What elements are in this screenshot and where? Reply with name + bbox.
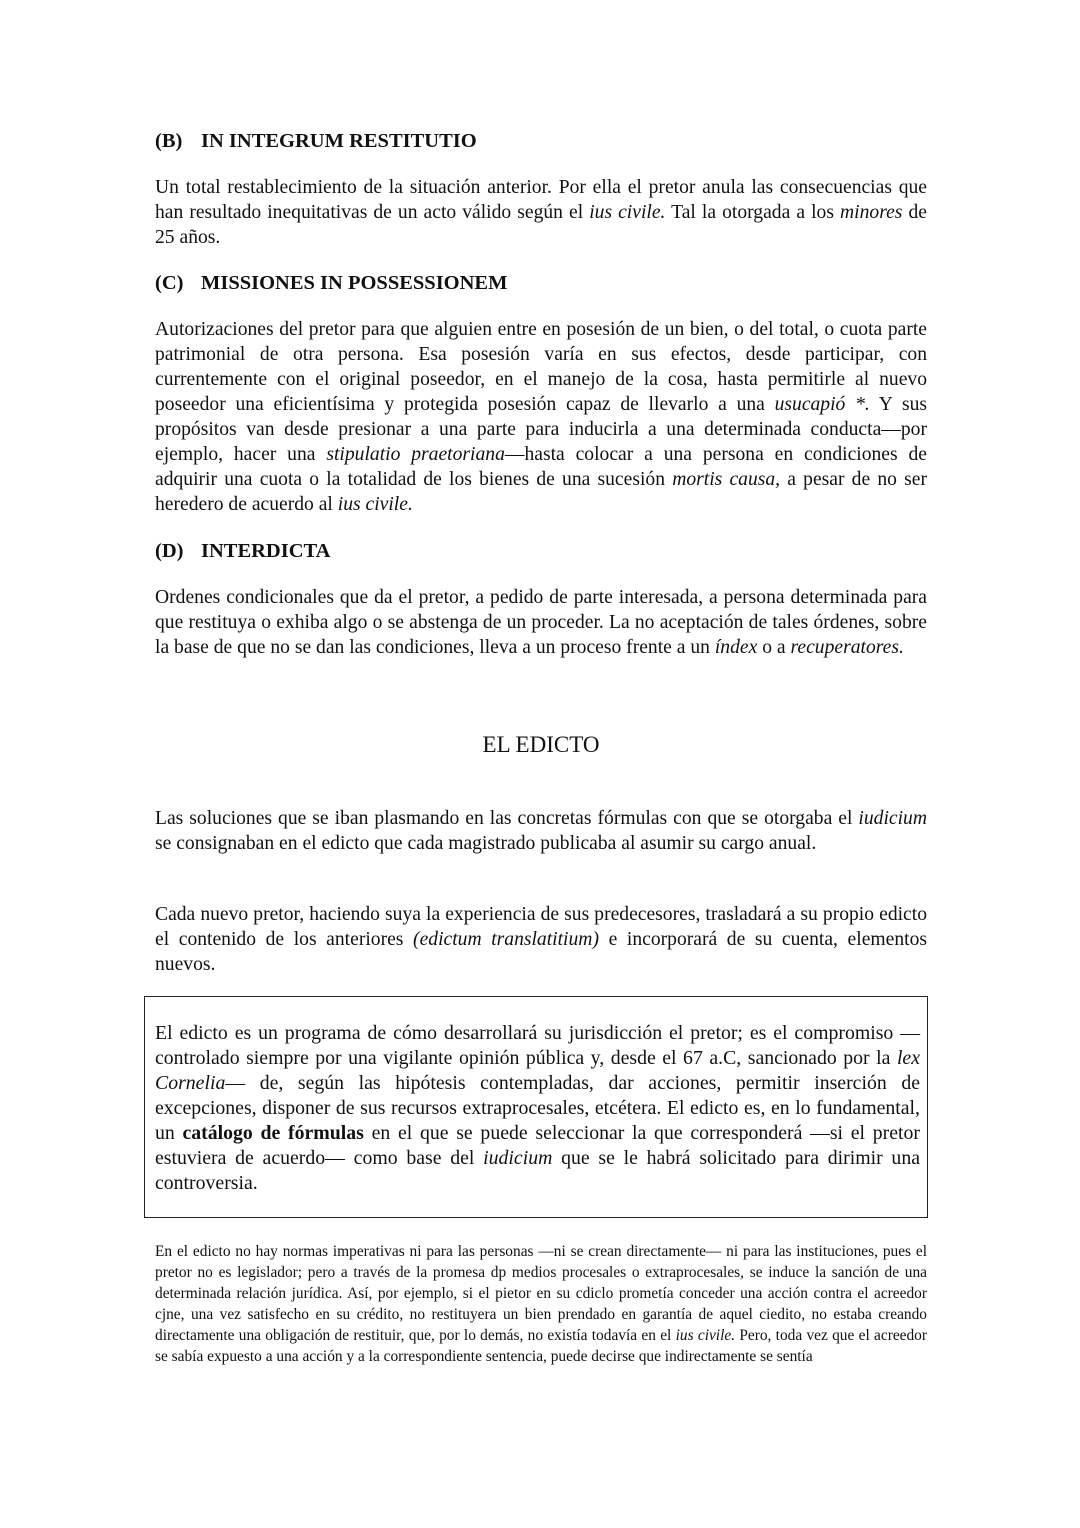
text-run: Autorizaciones del pretor para que alguien entre en posesión de un bien, o del total, o cuota parte patrimonial de otra persona. Esa posesión varía en sus efectos, desde participar, con currentemente con el original poseedor, en el manejo de la cosa, hasta permitirle al nuevo poseedor una eficientísima y protegida posesión capaz de llevarlo a una [155, 319, 927, 415]
italic-run: usucapió *. [774, 394, 870, 415]
italic-run: recuperatores. [790, 637, 904, 658]
text-run: Un total restablecimiento de la situación anterior. Por ella el pretor anula las consecuencias que han resultado inequitativas de un acto válido según el [155, 177, 927, 223]
italic-run: ius civile. [675, 1327, 736, 1344]
text-run: Las soluciones que se iban plasmando en las concretas fórmulas con que se otorgaba el [155, 808, 859, 829]
text-run: en el que se puede seleccionar la que corresponderá —si el pretor estuviera de acuerdo— como base del [155, 1122, 920, 1169]
section-d-heading [155, 539, 330, 563]
footnote [155, 1241, 927, 1367]
italic-run: (edictum translatitium) [413, 929, 599, 950]
italic-run: índex [714, 637, 758, 658]
text-run: Tal la otorgada a los [665, 202, 841, 223]
section-b-paragraph [155, 175, 927, 250]
italic-run: stipulatio praetoriana [326, 444, 505, 465]
section-c-paragraph [155, 317, 927, 517]
text-run: — de, según las hipótesis contempladas, dar acciones, permitir inserción de excepciones, disponer de sus recursos extraprocesales, etcétera. El edicto es, en lo fundamental, un [155, 1072, 920, 1144]
section-letter: (D) [155, 540, 184, 562]
text-run: Y sus propósitos van desde presionar a una parte para inducirla a una determinada conducta—por ejemplo, hacer una [155, 394, 927, 465]
text-run: o a [757, 637, 791, 658]
bold-run: catálogo de fórmulas [182, 1122, 364, 1144]
section-title: IN INTEGRUM RESTITUTIO [201, 130, 477, 152]
section-letter: (B) [155, 130, 183, 152]
italic-run: ius civile. [589, 202, 666, 223]
italic-run: minores [840, 202, 903, 223]
section-title: MISSIONES IN POSSESSIONEM [201, 272, 508, 294]
section-letter: (C) [155, 272, 184, 294]
text-run: e incorporará de su cuenta, elementos nuevos. [155, 929, 927, 975]
italic-run: mortis causa, [672, 469, 781, 490]
text-run: Pero, toda vez que el acreedor se sabía expuesto a una acción y a la correspondiente sentencia, puede decirse que indirectamente se sentía [155, 1327, 927, 1365]
italic-run: iudicium [483, 1147, 553, 1169]
edicto-paragraph-2 [155, 902, 927, 977]
text-run: que se le habrá solicitado para dirimir una controversia. [155, 1147, 920, 1194]
text-run: Ordenes condicionales que da el pretor, a pedido de parte interesada, a persona determinada para que restituya o exhiba algo o se abstenga de un proceder. La no aceptación de tales órdenes, sobre la base de que no se dan las condiciones, lleva a un proceso frente a un [155, 587, 927, 658]
edicto-paragraph-1 [155, 806, 927, 856]
italic-run: lex Cornelia [155, 1047, 920, 1094]
text-run: —hasta colocar a una persona en condiciones de adquirir una cuota o la totalidad de los bienes de una sucesión [155, 444, 927, 490]
text-run: Cada nuevo pretor, haciendo suya la experiencia de sus predecesores, trasladará a su propio edicto el contenido de los anteriores [155, 904, 927, 950]
italic-run: ius civile. [337, 494, 413, 515]
text-run: se consignaban en el edicto que cada magistrado publicaba al asumir su cargo anual. [155, 833, 817, 854]
edicto-title: EL EDICTO [482, 732, 600, 757]
text-run: El edicto es un programa de cómo desarrollará su jurisdicción el pretor; es el compromiso —controlado siempre por una vigilante opinión pública y, desde el 67 a.C, sancionado por la [155, 1022, 920, 1069]
edicto-definition-box [144, 996, 928, 1218]
section-title: INTERDICTA [201, 540, 331, 562]
text-run: a pesar de no ser heredero de acuerdo al [155, 469, 927, 515]
section-b-heading [155, 129, 477, 153]
edicto-definition-text [155, 1021, 920, 1196]
text-run: En el edicto no hay normas imperativas ni para las personas —ni se crean directamente— ni para las instituciones, pues el pretor no es legislador; pero a través de la promesa dp medios procesales o extraprocesales, se induce la sanción de una determinada relación jurídica. Así, por ejemplo, si el pietor en su cdiclo prometía conceder una acción contra el acreedor cjne, una vez satisfecho en su crédito, no restituyera un bien prendado en garantía de aquel ciedito, no estaba creando directamente una obligación de restituir, que, por lo demás, no existía todavía en el [155, 1243, 927, 1344]
text-run: de 25 años. [155, 202, 927, 248]
italic-run: iudicium [858, 808, 927, 829]
section-d-paragraph [155, 585, 927, 660]
section-c-heading [155, 271, 507, 295]
